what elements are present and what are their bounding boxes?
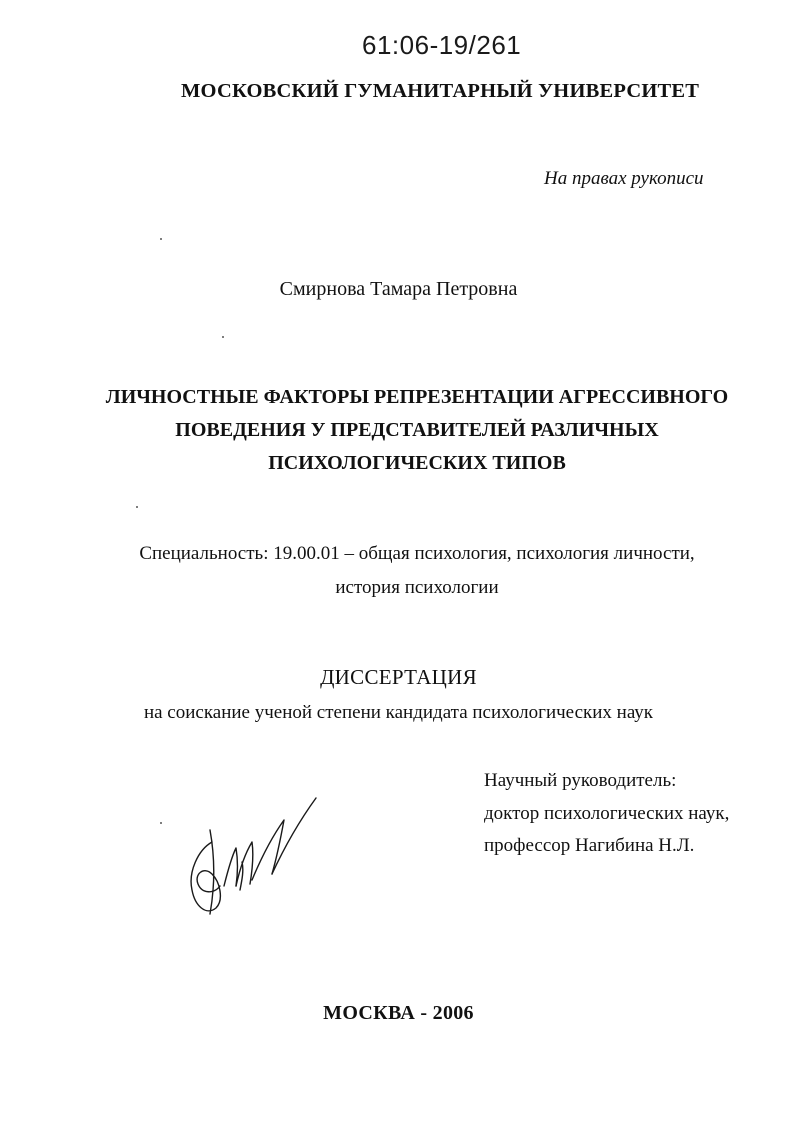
dissertation-subtitle: на соискание ученой степени кандидата психологических наук: [143, 702, 654, 723]
university-name: МОСКОВСКИЙ ГУМАНИТАРНЫЙ УНИВЕРСИТЕТ: [181, 80, 700, 102]
supervisor-line: профессор Нагибина Н.Л.: [484, 835, 695, 856]
specialty-block: [70, 537, 764, 605]
city-and-year: МОСКВА - 2006: [323, 1002, 474, 1024]
scan-speck: [160, 822, 162, 824]
author-name: Смирнова Тамара Петровна: [279, 278, 518, 300]
dissertation-title: [80, 381, 754, 480]
specialty-line: Специальность: 19.00.01 – общая психология, психология личности,: [139, 543, 695, 564]
handwritten-signature-icon: [180, 790, 325, 920]
dissertation-label: ДИССЕРТАЦИЯ: [320, 665, 477, 689]
manuscript-rights-note: На правах рукописи: [544, 168, 704, 189]
scan-speck: [222, 336, 224, 338]
title-line: ЛИЧНОСТНЫЕ ФАКТОРЫ РЕПРЕЗЕНТАЦИИ АГРЕССИВНОГО: [105, 386, 729, 408]
supervisor-line: доктор психологических наук,: [484, 802, 730, 824]
title-line: ПОВЕДЕНИЯ У ПРЕДСТАВИТЕЛЕЙ РАЗЛИЧНЫХ: [175, 419, 659, 441]
archive-stamp-number: 61:06-19/261: [362, 30, 522, 60]
supervisor-line: Научный руководитель:: [484, 770, 677, 791]
supervisor-block: [484, 765, 729, 863]
title-line: ПСИХОЛОГИЧЕСКИХ ТИПОВ: [268, 452, 566, 474]
specialty-line: история психологии: [335, 577, 499, 598]
scan-speck: [136, 506, 138, 508]
scan-speck: [160, 238, 162, 240]
